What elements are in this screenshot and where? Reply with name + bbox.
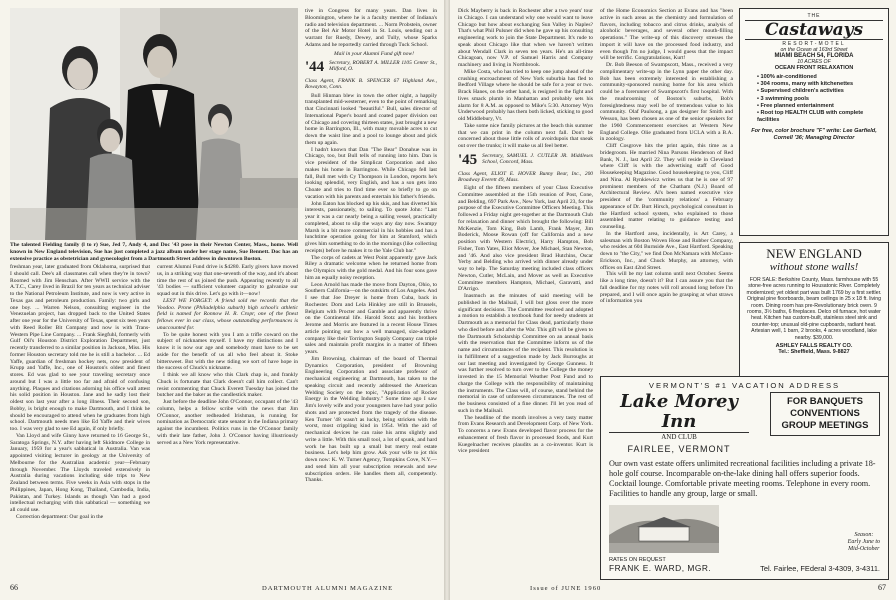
col-text: Cliff Cosgrove hits the print again, this time as a bridegroom. He married Nina Parsons Henderson of Red Bank, N. J., last April 22. They will reside in Cleveland where Cliff is with the advertising staff of Good Housekeeping Magazine. Good housekeeping to you, Cliff and Nina. Al Rynkiewicz writes us that he is one of 97 prominent members of the Chatham (N.J.) Board of Architectural Review. Al's been named executive vice president of the 'community relations' a February appearance of Dr. Burt Hirsch, psychological consultant in the Hartford school system, who explained to those assembled matter relating to guidance testing and counseling. xyxy=(600,143,733,230)
col-text: Jim Browning, chairman of the board of Thermal Dynamics Corporation, president of Browning Engineering Corporation and associate professor of mechanical engineering at Dartmouth, has taken to the speaking circuit and recently addressed the American Welding Society on the topic, "Application of Rocket Energy in the Welding Industry." Some time ago I saw Jim's lovely wife and your youngsters have had your polio shots and are protected from the tragedy of the disease. Ken Turner '48 wasn't as lucky, being stricken with the worst, most crippling kind in 1954. With the aid of mechanical devices he can raise his arms slightly and write a little. With this small tool, a lot of spunk, and hard work he has built up a small but merry real estate business. Let's help him grow. Ask your wife to jot this down now: K. W. Turner Agency, Tompkins Cove, N.Y.—and send him all your subscription renewals and new subscription orders. He handles them all, competently. Thanks. xyxy=(305,355,437,484)
col-text: The corps of cadets at West Point apparently gave Jack Riley a dramatic welcome when he returned home from the Olympics with the gold medal. And his four sons gave him an equally noisy reception. xyxy=(305,254,437,281)
col-text: Inasmuch as the minutes of said meeting will be published in the Mailsail, I will but gloss over the more significant decisions. The Committee resolved and adopted a motion to establish a textbook fund for needy students at Dartmouth as a memorial for Class dead, particularly those who died before and after the War. This gift will be given to the Dartmouth Scholarship Committee on an annual basis with the reservation that the Committee inform us of the name and circumstances of the recipient. This resolution is in fulfillment of a suggestion made by Jack Burroughs at our last meeting and investigated by George Gunness. It was further resolved to turn over to the College the money invested in the 15 Memorial Weather Post Fund and to charge the College with the responsibility of maintaining the instruments. The Class will, of course, stand behind the memorial in case of unforeseen circumstances. The rest of the business consisted of a fine dinner. I'll let you read of such in the Mailsail. xyxy=(458,293,593,414)
col-text: Eight of the fifteen members of your Class Executive Committee assembled at the 15th reunion of Post, Cone, and Belding, 697 Park Ave., New York, last April 23, for the purpose of the Executive Committee Officers Meeting. This followed a Friday night get-together at the Dartmouth Club for relaxation and dinner which brought the following: Bill McKenzie, Tom King, Bob Lamb, Frank Mayer, Jim Boderick, Moose Rowan (off for California and a new position with Western Electric), Harry Hampton, Bob Fisher, Tom Yates, Eliot Mover, Joe Michael, Stan Newton, and '46. And also vice president Brad Hutchins, Oscar Yerby and Belding who arrived with dinner already under way to help. The Saturday meeting included class officers Newton, Cutler, McLain, and Mover as well as Executive Committee members Hampton, Michael, Garavatti, and D'Arrigo. xyxy=(458,185,593,293)
manager-box xyxy=(609,557,711,573)
col-text: tive in Congress for many years. Dan lives in Bloomington, where he is a faculty member of Indiana's radio and television department. ... Norm Probstein, owner of the Bel Air Motor Hotel in St. Louis, sending out a warrant for Ruedy, Dewey, and Tully, whose Sparks Adams and he reportedly carried through Tuck School. xyxy=(305,8,437,48)
castaways-sub: RESORT-MOTEL xyxy=(782,41,846,47)
family-photo-image xyxy=(10,8,298,240)
class-year: '44 xyxy=(305,59,325,76)
castaways-addr1: on the Ocean at 163rd Street xyxy=(780,47,848,53)
class-secretary: Secretary, ROBERT A. MILLER 1105 Center St., Milford, O. xyxy=(329,60,437,73)
castaways-amenities xyxy=(745,74,883,124)
castaways-addr3: 10 ACRES OF xyxy=(797,59,831,65)
amenity-item: • Free planned entertainment xyxy=(757,102,834,109)
banquet-line: FOR BANQUETS xyxy=(787,396,863,407)
col-text: Correction department: Our goal in the xyxy=(16,513,104,520)
family-photo xyxy=(10,8,298,240)
amenity-item: • Root top HEALTH CLUB with complete facilities xyxy=(757,110,864,124)
col-text: Bull Hinman blew in town the other night, a happily transplanted mid-westerner, even to the point of remarking that Cincinnati looked "beautiful." Bull, sales director of International Paper's board and coated paper division out of Chicago and covering thirteen states, just brought a new home in Barrington, Ill., with many movable acres to cut down the waist line and a pool to lounge about and pick them up again. xyxy=(305,92,437,146)
col-text: freshman year, later graduated from Oklahoma, surprised that I should call. Dee's all classmates call when they're in town? Roomed with Jim Henschan. After WWII service with the A.T.C., Carey lived in Brazil for ten years as technical adviser to the National Petroleum Institute, and now is very active in Texas gas and petroleum production. Family: two girls and one boy. ... Warren Nelson, consulting engineer in the Venezuelan project, has dropped back to the United States after one year for the University of Texas, spent six teen years with Reed Roller Bit Company and now is with Trans-Western Pipe Line Company. ... Frank Siegfuhl, formerly with Gulf Oil's Houston District Exploration Department, just recently transferred to a similar position in Jackson, Miss. His former Houston secretary told me he is still a bachelor. ... Ed Yaffe, guardian of freshman hockey nets, now president of Krupp and Yaffe, Inc., one of Houston's oldest and finest stores. Ed was glad to see your traveling secretary once around but I was a little too far and afraid of confusing anything. Plaques and citations adorning his office wall attest his solid position in Houston. Jane and he sadly lost their oldest son last year after a long illness. Their second son, Bobby, is bright enough to make Dartmouth, and I think he should be encouraged to attend when he graduates from high school. Dartmouth needs men like Ed Yaffe and their wives too. I was very glad to see Ed again, if only briefly. xyxy=(10,264,150,432)
col-text: of the Home Economics Section at Evans and has "been active in such areas as the chemistry and formulation of flavors, including tobacco and citrus drinks, analysis of alcoholic beverages, and several other mouth-filling operations." The write-up of this discovery stresses the import it will have on the processed food industry, and even though I'm no judge, I would guess that the impact will be terrific. Congratulations, Kurt! xyxy=(600,8,733,62)
right-page xyxy=(450,0,896,600)
col-text: Mike Costa, who has tried to keep one jump ahead of the crushing encroachment of New York suburbia has fled to Bedford Village where he should be safe for a year or two. Brack Hanes, on the other hand, is resigned in the fight and lives smack plumb in Manhattan and probably sets his alarm for 8 A.M. as opposed to Mike's 5:30. Attorney Wyn Underwood probably has them both licked, sticking to good old Middlebury, Vt. xyxy=(458,68,593,122)
new-england-ad xyxy=(739,242,889,382)
bullet-icon: • xyxy=(757,110,761,117)
castaways-addr2: MIAMI BEACH 54, FLORIDA xyxy=(774,53,854,59)
season-label: Season: xyxy=(854,532,874,538)
col-text: Van Lloyd and wife Ginny have returned to 16 George St., Saratoga Springs, N.Y. after having left Skidmore College in January, 1959 for a year's sabbatical in Australia. Van was appointed visiting lecturer in geology at the University of Melbourne for the Australian academic year—February through November. The Lloyds traveled extensively in Australia during vacations including side trips to New Zealand between terms. Five weeks in Asia with stops in the Philippines, Japan, Hong Kong, Thailand, Cambodia, India, Pakistan, and Turkey. Islands as though Van had a good intellectual recharging with this sabbatical — something we all could use. xyxy=(10,432,150,513)
vermont-body: Our own vast estate offers unlimited recreational facilities including a private 18-hole golf course. Incomparable on-the-lake dining hall offers superior foods. Cocktail lounge. Comfortable private meeting rooms. Telephone in every room. Facilities to handle any group, large or small. xyxy=(609,459,876,498)
page-number-right: 67 xyxy=(878,583,886,592)
bullet-icon: • xyxy=(757,88,761,95)
logo-location: FAIRLEE, VERMONT xyxy=(627,444,731,454)
season-box xyxy=(848,532,880,553)
bullet-icon: • xyxy=(757,95,761,102)
season-line: Early June to xyxy=(847,539,880,545)
class-44-heading xyxy=(305,60,437,75)
col-text: This will be my last column until next October. Seems like a long time, doesn't it? But I can assure you that the fall deadline for my notes will roll around long before I'm prepared, and I will once again be grasping at what straws of information you xyxy=(600,271,733,305)
amenity-item: • Supervised children's activities xyxy=(757,88,844,95)
col-text: To be quite honest with you I am a trifle coward on the subject of nicknames myself. I have my distinctions and I know it is now our age and somebody must have to be set aside for the benefit of us all who feel about it. Stoke bittersweet. But with the new tiding we sort of have hope in the success of Chuck's nickname. xyxy=(157,331,298,372)
col-text: Leon Arnold has made the move from Dayton, Ohio, to Southern California—on the outskirts of Los Angeles. And I see that Joe Dreyer is home from Cuba, back in Rochester. Dom and Lela Hinkley are still in Brussels, Belgium with Procter and Gamble and apparently thrive on the Continental life. Harold Stotz and his brothers Jerome and Morris are featured in a recent House Times article pointing out how a well managed, size-adapted company like their Torrington Supply Company can triple sales and maintain profit margins in a matter of fifteen years. xyxy=(305,281,437,356)
amenity-item: • 3 swimming pools xyxy=(757,95,810,102)
ne-title: NEW ENGLAND xyxy=(766,246,862,261)
amenity-item: • 100% air-conditioned xyxy=(757,74,817,80)
col-text: Dr. Bob Beeson of Swampscott, Mass., received a very complimentary write-up in the Lynn paper the other day. Bob has been extremely interested in establishing a community-sponsored nursing home for his area which could be a forerunner of Swampscott's first hospital. With the mushrooming of Boston's suburbs, Bob's foresightedness may well be of tremendous value to his community. Olaf Paulsong, a gas designer for Smith and Wesson, has been chosen as one of the senior speakers for the 1960 Commencement exercises at Western New England College. Olie graduated from UCLA with a B.A. in zoology. xyxy=(600,62,733,143)
photo-caption: The talented Fielding family (l to r) Sue, Jed 7, Andy 4, and Doc '43 pose in their Newton Center, Mass., home. Well known in New England television, Sue has just completed a jazz album under her stage name, Sue Bennett. Doc has an extensive practice as obstetrician and gynecologist from a Dartmouth Street address in downtown Boston. xyxy=(10,242,298,262)
castaways-name: Castaways xyxy=(745,20,883,40)
page-number-left: 66 xyxy=(10,583,18,592)
banquet-box xyxy=(770,392,880,436)
ne-body: FOR SALE: Berkshire County, Mass. farmhouse with 55 stone-free acres running to Housatonic River. Completely modernized; yet oldest part was built 1769 by a first settler. Original pine floorboards, beam ceilings in 25 x 18 ft. living room. Dining room has pre-Revolutionary brick oven. 9 rooms, 3½ baths, 6 fireplaces. Delco oil furnace, hot water heat. Kitchen has custom-built, stainless steel sink and counter-top; unusual old-pine cupboards, radiant heat. Artesian well, 1 barn, 2 brooks, 4 acres woodland, lake nearby. $39,000. xyxy=(746,277,882,341)
castaways-addr4: OCEAN FRONT RELAXATION xyxy=(774,65,854,71)
col-text: The headline of the month involves a very tasty matter from Evans Research and Development Corp. of New York. To concerns a new Evans developed flavor process for the enhancement of fresh flavor in processed foods, and Kurt Kuegelnacher receives plaudits as a co-inventor. Kurt is vice president xyxy=(458,414,593,455)
right-col-1 xyxy=(458,8,593,583)
bullet-icon: • xyxy=(757,81,761,88)
lake-morey-ad xyxy=(600,376,889,580)
class-secretary: Secretary, SAMUEL J. CUTLER JR. Middlesex School, Concord, Mass. xyxy=(482,152,593,165)
col-text: LEST WE FORGET: A friend sold me records that the Voodoo. Prone (Philadelphia suburb) high school's athletic field is named for Ronnow H. R. Cropr, one of the finest fellows ever in our class, whose outstanding performances is unaccounted for. xyxy=(157,297,298,331)
class-agent: Class Agent, ELIOT E. HOVER Bunny Bear, Inc., 200 Broadway Everett 49, Mass. xyxy=(458,170,593,183)
castaways-ad xyxy=(739,8,889,236)
ne-agent: ASHLEY FALLS REALTY CO. xyxy=(775,343,853,350)
lake-morey-logo xyxy=(609,392,749,454)
manager-name: FRANK E. WARD, MGR. xyxy=(609,563,712,573)
left-col-2 xyxy=(157,264,298,582)
bullet-icon: • xyxy=(757,102,761,109)
castaways-top: THE xyxy=(807,13,821,19)
col-text: I think we all know who this Clark chap is, and frankly Chuck is fortunate that Clark doesn't call him collect. Can't resist commenting that Chuck Everett Tuesday has joined the butcher and the baker as the candlestick maker. xyxy=(157,372,298,399)
class-year: '45 xyxy=(458,151,478,168)
banquet-line: CONVENTIONS xyxy=(790,408,860,419)
magazine-footer: DARTMOUTH ALUMNI MAGAZINE xyxy=(262,585,394,592)
banquet-line: GROUP MEETINGS xyxy=(781,420,869,431)
amenity-item: • 304 rooms, many with kitchenettes xyxy=(757,81,854,88)
vermont-header: VERMONT'S #1 VACATION ADDRESS xyxy=(648,381,841,390)
col-text: Take some nice family pictures at the beach this summer that we can print in the column next fall. Don't be concerned about those little rolls of avoirdupois that sneak out over the trunks; it will make us all feel better. xyxy=(458,122,593,149)
ne-subtitle: without stone walls! xyxy=(769,261,859,273)
vermont-tel: Tel. Fairlee, FEderal 3-4309, 3-4311. xyxy=(760,564,880,573)
right-col-2 xyxy=(600,8,733,370)
left-col-1 xyxy=(10,264,150,582)
bullet-icon: • xyxy=(757,74,761,80)
logo-name: Lake Morey Inn xyxy=(609,392,749,433)
ne-tel: Tel.: Sheffield, Mass. 9-8827 xyxy=(778,349,850,356)
class-agent: Class Agent, FRANK B. SPENCER 67 Highland Ave., Rowayton, Conn. xyxy=(305,78,437,91)
col-text: In the Hartford area, incidentally, is Art Carey, a salesman with Boston Woven Hose and Rubber Company, who resides at 604 Burnside Ave., East Hartford. Speaking down to "the City," we find Don McNamara with McCann-Erickson, Inc., and Chuck Murphy, an attorney, with offices on East 42nd Street. xyxy=(600,230,733,271)
castaways-brochure: For free, color brochure "F" write: Lee Garfield, Cornell '36; Managing Director xyxy=(751,128,877,142)
season-line: Mid-October xyxy=(848,546,880,552)
class-45-heading xyxy=(458,153,593,168)
inn-illustration xyxy=(609,505,719,553)
issue-footer: Issue of JUNE 1960 xyxy=(530,585,602,592)
col-text: John Eaton has blocked up his skis, and has diverted his interests, passionately, to sailing. To quote John: "Last year it was a car nearly being a sailing vessel, practically completed, about to slip the ways any day now. Swampy Marsh is a bit more commercial in his hobbies and has a lunchtime operation going for him at Stamford, which gives him something to do in the mornings (like collecting receipts) before he makes it to the Yale Club bar." xyxy=(305,200,437,254)
col-text: Dick Mayberry is back in Rochester after a two years' tour in Chicago. I can understand why one would want to leave Chicago but how about exchanging Sun Valley in Naples? That's what Phil Pulsner did when he gave up his consulting engineering work to join the State Department. It's rude to speak about Chicago like that when we haven't written about Wendall Clark in seven ten years. He's an all-time Chicagoan, now V.P. of Samuel Harris and Company machinery and living in Northbrook. xyxy=(458,8,593,68)
fund-reminder: Mail in your Alumni Fund gift now! xyxy=(333,50,415,57)
col-text: current Alumni Fund drive is $4280. Early givers have moved us, in a striking way that one-seventh of the way, and it's about time the rest of us joined the push. Appearing recently to all '43 bodies — sufficient volunteer capacity to galvanize our squad out in this drive. Let's go with it—now! xyxy=(157,264,298,297)
col-text: I hadn't known that Dan "The Bear" Donahue was in Chicago, too, but Bull tells of running into him. Dan is vice president of the Simplicat Corporation and also makes his home in Barrington. While Chicago fell last fall, Bull met with Cy Thompson in London, reports he's looking splendid, very English, and has a son gets into Choate and tries to find time ever so briefly to go on vacation with his parents and entertain his father's friends. xyxy=(305,146,437,200)
col-text: Just before the deadline John O'Connor, occupant of the '43 column, helps a fellow scribe with the news that Jim O'Connor, another redheaded Irishman, is running for nomination as Democratic state senator in the Indiana primary against the incumbent. Politics runs in the O'Connor family with their late father, John J. O'Connor having illustriously served as a New York representative. xyxy=(157,399,298,446)
logo-club: AND CLUB xyxy=(661,433,697,441)
left-col-3 xyxy=(305,8,437,583)
rates-note: RATES ON REQUEST xyxy=(609,557,666,563)
left-page xyxy=(0,0,444,600)
